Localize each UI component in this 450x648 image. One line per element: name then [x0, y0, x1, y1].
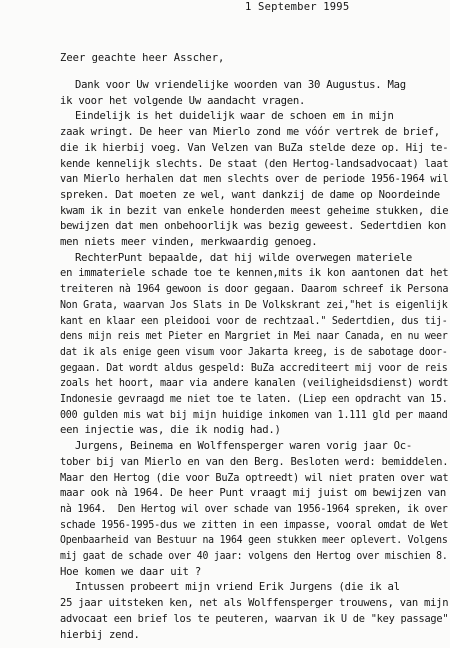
letter-line: spreken. Dat moeten ze wel, want dankzij de dame op Noordeinde [60, 188, 440, 201]
letter-line: die ik hierbij voeg. Van Velzen van BuZa stelde deze op. Hij te- [60, 141, 449, 154]
letter-line: schade 1956-1995-dus we zitten in een impasse, vooral omdat de Wet [60, 518, 449, 531]
letter-date: 1 September 1995 [245, 1, 350, 13]
letter-line: van Mierlo herhalen dat men slechts over de periode 1956-1964 wil [60, 173, 449, 186]
letter-line: Openbaarheid van Bestuur na 1964 geen stukken meer oplevert. Volgens [60, 534, 448, 547]
letter-line: Jurgens, Beinema en Wolffensperger waren vorig jaar Oc- [75, 440, 413, 453]
letter-line: Dank voor Uw vriendelijke woorden van 30 Augustus. Mag [75, 79, 406, 91]
letter-line: Maar den Hertog (die voor BuZa optreedt) wil niet praten over wat [60, 471, 449, 484]
letter-line: tober bij van Mierlo en van den Berg. Besloten werd: bemiddelen. [60, 455, 449, 468]
letter-line: maar ook nà 1964. De heer Punt vraagt mij juist om bewijzen van [60, 487, 447, 500]
letter-line: treiteren nà 1964 gewoon is door gegaan. Daarom schreef ik Persona [60, 283, 449, 296]
letter-line: 000 gulden mis wat bij mijn huidige inkomen van 1.111 gld per maand [60, 408, 448, 421]
letter-salutation: Zeer geachte heer Asscher, [60, 52, 225, 64]
letter-line: zaak wringt. De heer van Mierlo zond me vóór vertrek de brief, [60, 126, 440, 139]
letter-line: dens mijn reis met Pieter en Margriet in Mei naar Canada, en nu weer [60, 330, 448, 343]
letter-line: 25 jaar uitsteken ken, net als Wolffensperger trouwens, van mijn [60, 597, 449, 610]
letter-line: zoals het hoort, maar via andere kanalen (veiligheidsdienst) wordt [60, 377, 449, 390]
letter-line: RechterPunt bepaalde, dat hij wilde overwegen materiele [75, 251, 413, 264]
letter-line: nà 1964. Den Hertog wil over schade van 1956-1964 spreken, ik over [60, 502, 448, 515]
letter-line: kwam ik in bezit van enkele honderden meest geheime stukken, die [60, 204, 449, 217]
letter-line: men niets meer vinden, merkwaardig genoeg. [60, 236, 318, 248]
letter-line: bewijzen dat men onbehoorlijk was bezig geweest. Sedertdien kon [60, 220, 447, 233]
letter-line: en immateriele schade toe te kennen,mits ik kon aantonen dat het [60, 267, 449, 280]
letter-line: Intussen probeert mijn vriend Erik Jurgens (die ik al [75, 581, 400, 594]
letter-line: Non Grata, waarvan Jos Slats in De Volkskrant zei,"het is eigenlijk [60, 298, 448, 311]
letter-line: kant en klaar een pleidooi voor de rechtzaal." Sedertdien, dus tij- [60, 314, 448, 327]
letter-line: gegaan. Dat wordt aldus gespeld: BuZa accrediteert mij voor de reis [60, 361, 448, 374]
letter-line: een injectie was, die ik nodig had.) [60, 424, 281, 437]
letter-line: ik voor het volgende Uw aandacht vragen. [60, 94, 306, 107]
letter-line: Eindelijk is het duidelijk waar de schoen em in mijn [75, 110, 394, 123]
letter-line: mij gaat de schade over 40 jaar: volgens den Hertog over mischien 8. [60, 550, 448, 562]
letter-line: hierbij zend. [60, 628, 140, 641]
letter-line: kende kennelijk slechts. De staat (den Hertog-landsadvocaat) laat [60, 157, 449, 170]
letter-line: advocaat een brief los te peuteren, waarvan ik U de "key passage" [60, 612, 449, 625]
letter-line: Indonesie gevraagd me niet toe te laten. (Liep een opdracht van 15. [60, 393, 448, 405]
letter-line: Hoe komen we daar uit ? [60, 565, 201, 578]
letter-line: dat ik als enige geen visum voor Jakarta kreeg, is de sabotage door- [60, 345, 448, 358]
